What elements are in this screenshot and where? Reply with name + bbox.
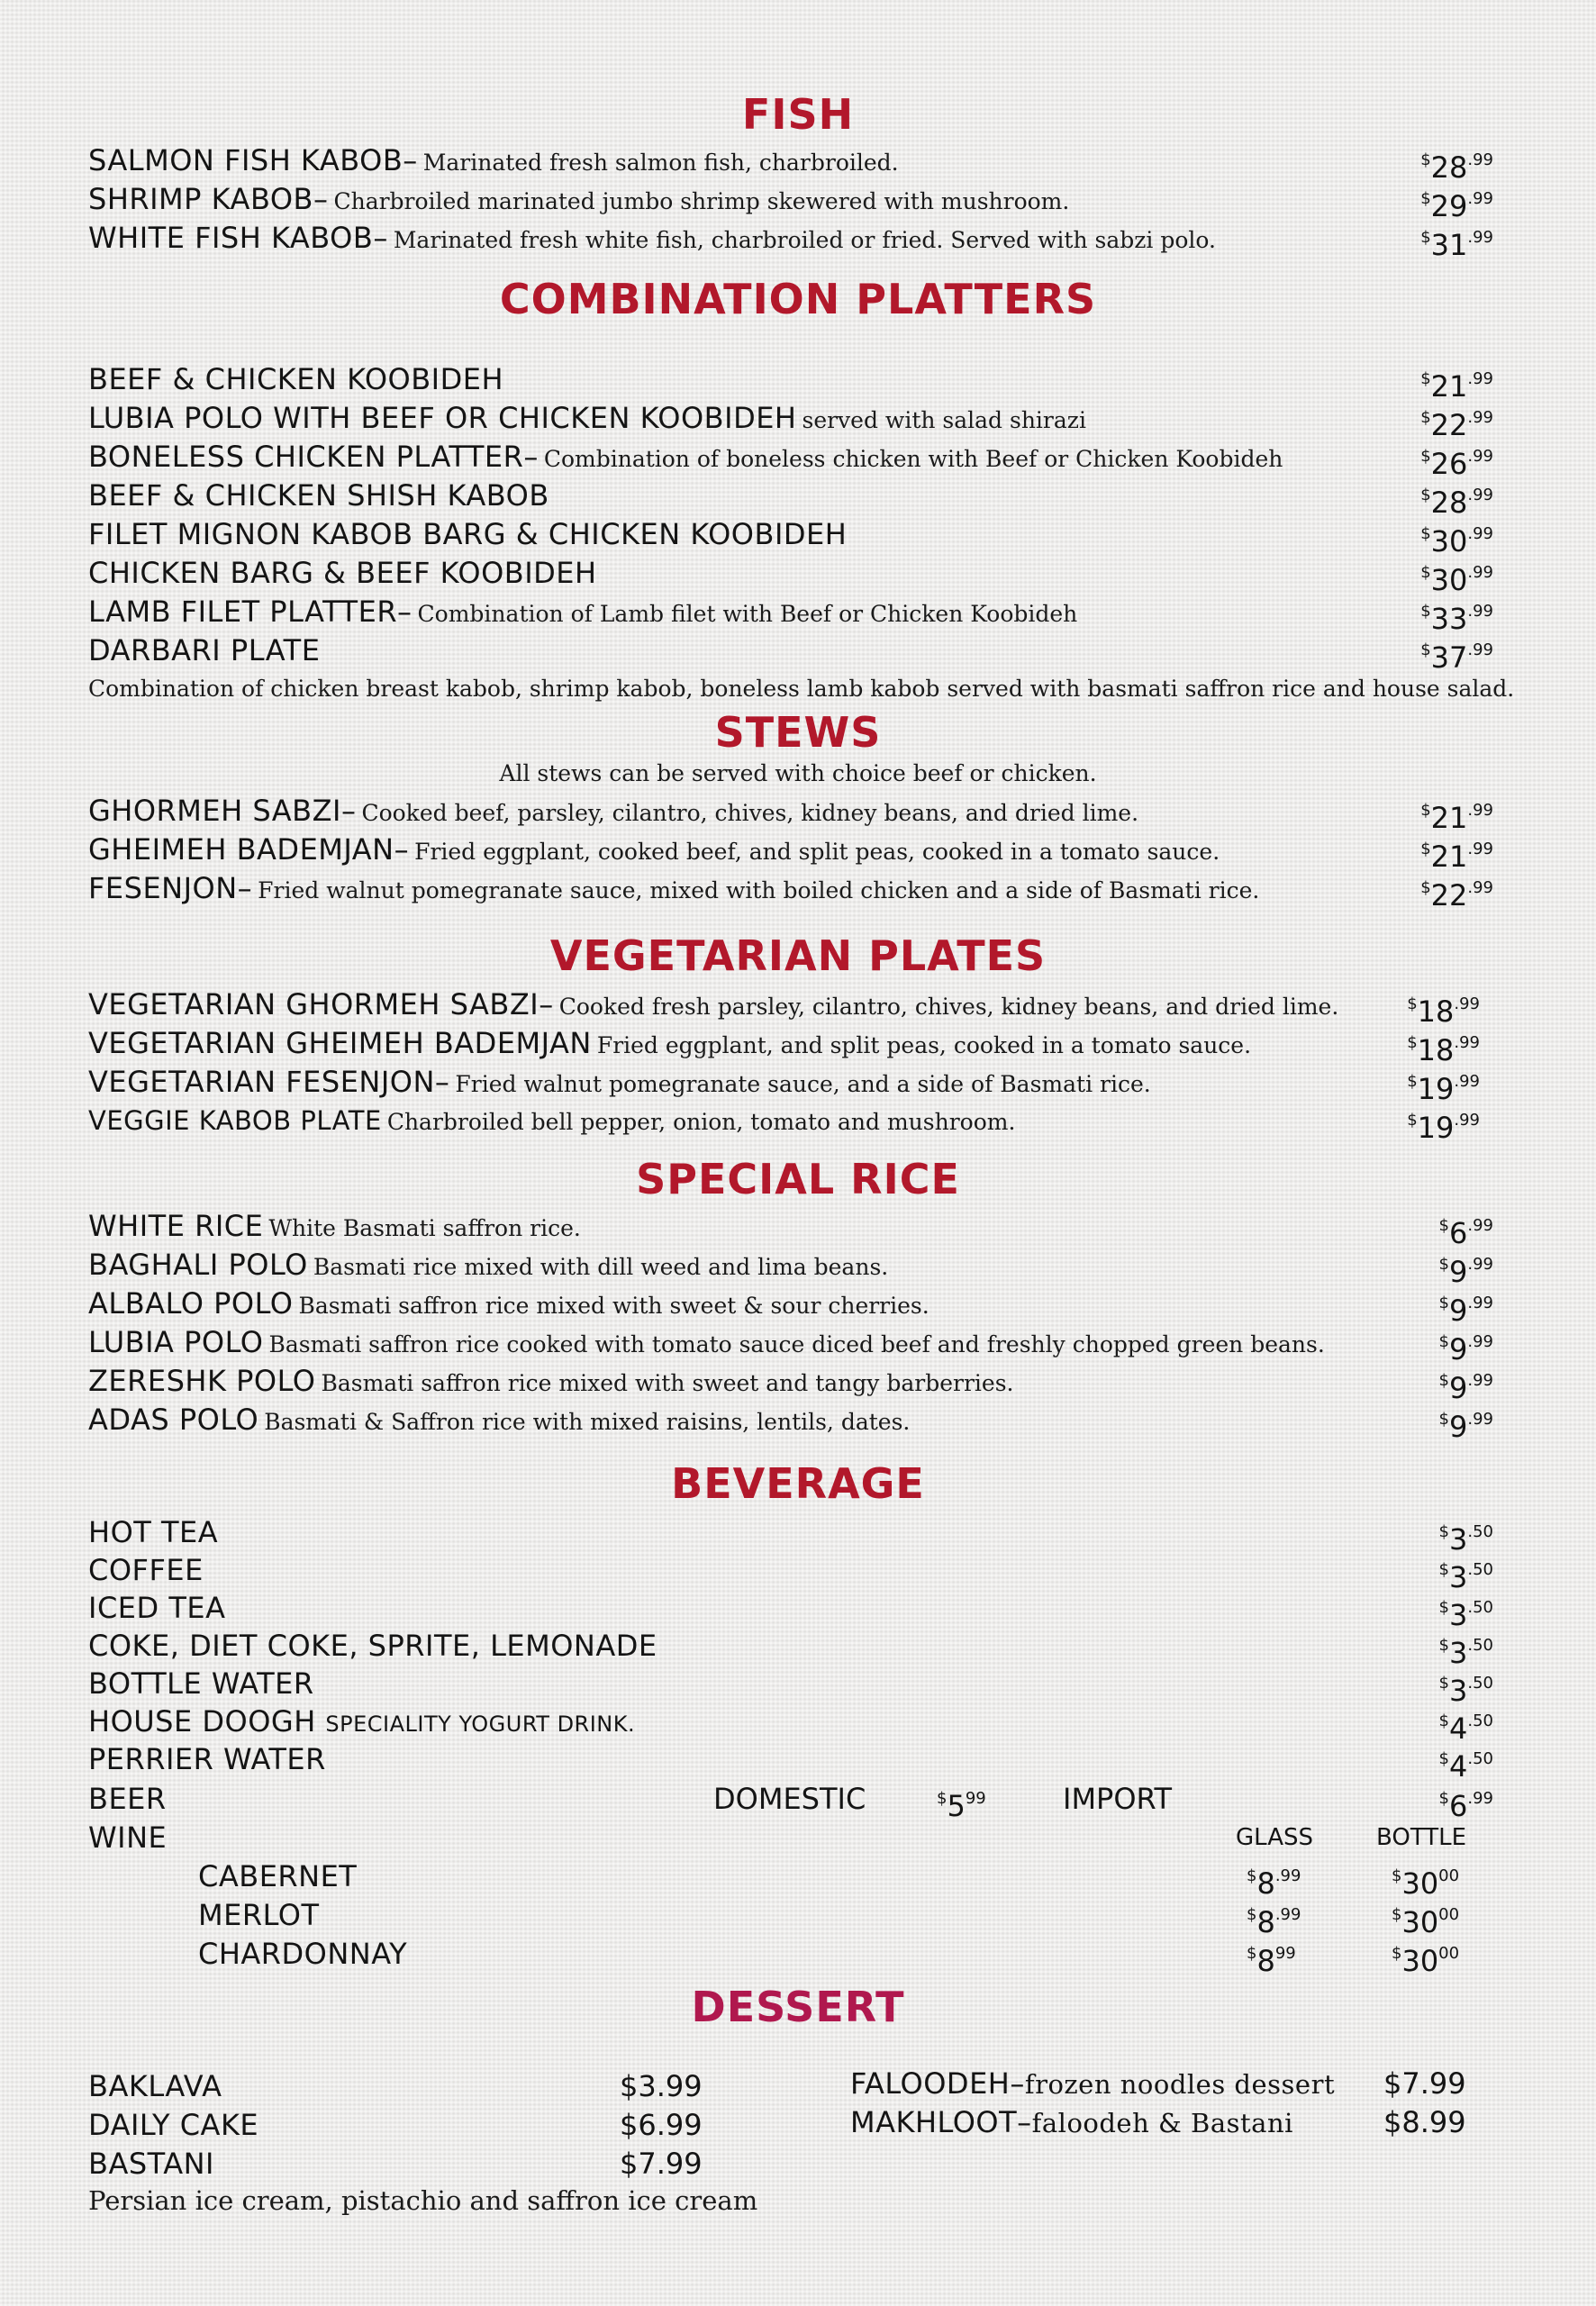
item-name: HOUSE DOOGH xyxy=(88,1704,316,1739)
menu-item xyxy=(88,1247,1493,1289)
item-price: $^{\$}28^{.99}$ xyxy=(1420,486,1493,520)
menu-item xyxy=(88,1514,1493,1557)
item-description: Fried walnut pomegranate sauce, mixed with boiled chicken and a side of Basmati rice. xyxy=(258,877,1260,903)
wine-glass-header: GLASS xyxy=(1236,1824,1314,1851)
item-name: GHEIMEH BADEMJAN xyxy=(88,832,394,867)
item-price: $^{\$}37^{.99}$ xyxy=(1420,640,1493,675)
wine-item xyxy=(88,1897,1493,1939)
bastani-note: Persian ice cream, pistachio and saffron ice cream xyxy=(88,2185,758,2216)
section-title-combination-platters: COMBINATION PLATTERS xyxy=(499,275,1097,323)
item-description: Basmati saffron rice mixed with sweet & sour cherries. xyxy=(298,1293,929,1319)
item-subtitle: SPECIALITY YOGURT DRINK. xyxy=(325,1711,636,1737)
item-separator: – xyxy=(523,440,539,474)
dessert-item-price: $6.99 xyxy=(620,2108,703,2142)
item-separator: – xyxy=(397,595,413,629)
menu-item xyxy=(88,594,1493,636)
item-separator: – xyxy=(313,182,329,216)
menu-item xyxy=(88,1363,1493,1405)
menu-item xyxy=(88,516,1493,558)
beer-domestic-price: $^{\$}5^{99}$ xyxy=(937,1789,986,1823)
item-price: $^{\$}9^{.99}$ xyxy=(1438,1332,1493,1366)
item-price: $^{\$}29^{.99}$ xyxy=(1420,189,1493,223)
item-name: COFFEE xyxy=(88,1553,204,1587)
menu-item xyxy=(88,181,1493,223)
item-name: BEEF & CHICKEN SHISH KABOB xyxy=(88,478,549,513)
wine-bottle-price: $^{\$}30^{00}$ xyxy=(1392,1905,1460,1939)
item-name: BEER xyxy=(88,1782,167,1816)
item-name: ZERESHK POLO xyxy=(88,1364,316,1398)
item-price: $^{\$}3^{.50}$ xyxy=(1438,1636,1493,1670)
dessert-item-description: faloodeh & Bastani xyxy=(1031,2108,1293,2138)
item-description: Cooked beef, parsley, cilantro, chives, kidney beans, and dried lime. xyxy=(361,800,1139,826)
item-price: $^{\$}33^{.99}$ xyxy=(1420,602,1493,636)
item-name: SHRIMP KABOB xyxy=(88,182,313,216)
item-description: Fried walnut pomegranate sauce, and a side of Basmati rice. xyxy=(455,1071,1151,1097)
item-price: $^{\$}22^{.99}$ xyxy=(1420,408,1493,442)
item-name: BEEF & CHICKEN KOOBIDEH xyxy=(88,362,504,396)
item-price: $^{\$}4^{.50}$ xyxy=(1438,1749,1493,1784)
item-separator: – xyxy=(373,221,388,255)
item-price: $^{\$}21^{.99}$ xyxy=(1420,801,1493,835)
item-price: $^{\$}31^{.99}$ xyxy=(1420,228,1493,262)
item-name: GHORMEH SABZI xyxy=(88,794,341,828)
dessert-item-price: $3.99 xyxy=(620,2069,703,2103)
item-name: BAGHALI POLO xyxy=(88,1248,308,1282)
item-separator: – xyxy=(394,832,410,867)
item-description: Marinated fresh salmon fish, charbroiled. xyxy=(422,150,899,176)
item-name: CABERNET xyxy=(198,1859,358,1893)
item-description: Marinated fresh white fish, charbroiled or fried. Served with sabzi polo. xyxy=(393,227,1216,253)
menu-item xyxy=(88,142,1493,185)
item-separator: – xyxy=(539,987,554,1021)
section-title-special-rice: SPECIAL RICE xyxy=(636,1155,960,1203)
item-name: CHICKEN BARG & BEEF KOOBIDEH xyxy=(88,556,597,590)
menu-item xyxy=(88,1103,1493,1145)
dessert-item-name: MAKHLOOT xyxy=(850,2105,1018,2139)
item-name: MERLOT xyxy=(198,1898,320,1932)
item-separator: – xyxy=(340,794,357,828)
item-name: LAMB FILET PLATTER xyxy=(88,595,398,629)
dessert-item xyxy=(850,2104,1293,2141)
wine-glass-price: $^{\$}8^{.99}$ xyxy=(1247,1866,1301,1901)
item-separator: – xyxy=(434,1065,450,1099)
section-title-fish: FISH xyxy=(741,90,855,139)
menu-item xyxy=(88,986,1493,1029)
menu-item xyxy=(88,632,1493,675)
item-name: VEGETARIAN GHEIMEH BADEMJAN xyxy=(88,1026,592,1060)
beer-import-price: $^{\$}6^{.99}$ xyxy=(1438,1789,1493,1823)
wine-item xyxy=(88,1858,1493,1901)
menu-item xyxy=(88,831,1493,874)
menu-item xyxy=(88,1741,1493,1784)
menu-item xyxy=(88,793,1493,835)
wine-glass-price: $^{\$}8^{99}$ xyxy=(1247,1944,1296,1978)
wine-bottle-header: BOTTLE xyxy=(1376,1824,1467,1851)
menu-item xyxy=(88,1064,1493,1106)
stews-note: All stews can be served with choice beef or chicken. xyxy=(499,760,1097,786)
item-description: Charbroiled marinated jumbo shrimp skewered with mushroom. xyxy=(333,188,1070,214)
dessert-item-description: frozen noodles dessert xyxy=(1024,2069,1336,2100)
item-description: Combination of boneless chicken with Beef or Chicken Koobideh xyxy=(543,446,1283,472)
menu-item xyxy=(88,1552,1493,1594)
item-name: BONELESS CHICKEN PLATTER xyxy=(88,440,524,474)
dessert-item-name: FALOODEH xyxy=(850,2066,1011,2101)
menu-item xyxy=(88,1703,1493,1746)
item-separator: – xyxy=(1017,2105,1032,2139)
item-description: Combination of Lamb filet with Beef or Chicken Koobideh xyxy=(417,601,1078,627)
item-description: Charbroiled bell pepper, onion, tomato and mushroom. xyxy=(386,1109,1016,1135)
item-price: $^{\$}4^{.50}$ xyxy=(1438,1711,1493,1746)
item-name: ADAS POLO xyxy=(88,1403,259,1437)
item-name: WHITE FISH KABOB xyxy=(88,221,374,255)
item-name: FILET MIGNON KABOB BARG & CHICKEN KOOBIDEH xyxy=(88,517,848,551)
item-name: FESENJON xyxy=(88,871,238,905)
section-title-dessert: DESSERT xyxy=(691,1983,905,2031)
menu-item xyxy=(88,1208,1493,1250)
wine-bottle-price: $^{\$}30^{00}$ xyxy=(1392,1866,1460,1901)
item-name: HOT TEA xyxy=(88,1515,219,1549)
menu-item xyxy=(88,220,1493,262)
item-description: Basmati saffron rice mixed with sweet and tangy barberries. xyxy=(321,1370,1014,1396)
item-price: $^{\$}9^{.99}$ xyxy=(1438,1294,1493,1328)
dessert-item-name: BAKLAVA xyxy=(88,2069,222,2103)
menu-item xyxy=(88,361,1493,404)
item-name: ALBALO POLO xyxy=(88,1286,294,1321)
combo-note: Combination of chicken breast kabob, shrimp kabob, boneless lamb kabob served with basmati saffron rice and house salad. xyxy=(88,676,1515,702)
item-price: $^{\$}26^{.99}$ xyxy=(1420,447,1493,481)
item-price: $^{\$}18^{.99}$ xyxy=(1407,994,1480,1029)
dessert-item-price: $7.99 xyxy=(620,2147,703,2181)
menu-item xyxy=(88,555,1493,597)
dessert-item xyxy=(850,2065,1335,2102)
dessert-item-price: $7.99 xyxy=(1383,2066,1466,2101)
item-name: WINE xyxy=(88,1820,168,1855)
item-price: $^{\$}30^{.99}$ xyxy=(1420,563,1493,597)
item-name: CHARDONNAY xyxy=(198,1937,408,1971)
beer-domestic-label: DOMESTIC xyxy=(713,1782,866,1816)
item-name: WHITE RICE xyxy=(88,1209,264,1243)
item-separator: – xyxy=(237,871,253,905)
menu-item xyxy=(88,400,1493,442)
dessert-item-name: DAILY CAKE xyxy=(88,2108,259,2142)
section-title-vegetarian-plates: VEGETARIAN PLATES xyxy=(549,931,1047,980)
item-name: ICED TEA xyxy=(88,1591,226,1625)
item-name: SALMON FISH KABOB xyxy=(88,143,404,177)
item-price: $^{\$}30^{.99}$ xyxy=(1420,524,1493,558)
menu-item xyxy=(88,1402,1493,1444)
item-description: Basmati saffron rice cooked with tomato sauce diced beef and freshly chopped green beans. xyxy=(268,1331,1325,1357)
item-name: LUBIA POLO WITH BEEF OR CHICKEN KOOBIDEH xyxy=(88,401,797,435)
item-price: $^{\$}28^{.99}$ xyxy=(1420,150,1493,185)
item-name: LUBIA POLO xyxy=(88,1325,264,1359)
item-price: $^{\$}3^{.50}$ xyxy=(1438,1598,1493,1632)
menu-item xyxy=(88,1666,1493,1708)
item-price: $^{\$}9^{.99}$ xyxy=(1438,1255,1493,1289)
item-name: COKE, DIET COKE, SPRITE, LEMONADE xyxy=(88,1629,657,1663)
item-description: Fried eggplant, cooked beef, and split peas, cooked in a tomato sauce. xyxy=(414,839,1220,865)
item-name: VEGGIE KABOB PLATE xyxy=(88,1105,382,1136)
section-title-beverage: BEVERAGE xyxy=(671,1459,925,1508)
item-price: $^{\$}18^{.99}$ xyxy=(1407,1033,1480,1067)
item-price: $^{\$}22^{.99}$ xyxy=(1420,878,1493,912)
item-price: $^{\$}6^{.99}$ xyxy=(1438,1216,1493,1250)
menu-item xyxy=(88,439,1493,481)
menu-item xyxy=(88,477,1493,520)
wine-bottle-price: $^{\$}30^{00}$ xyxy=(1392,1944,1460,1978)
item-name: VEGETARIAN GHORMEH SABZI xyxy=(88,987,540,1021)
item-description: Cooked fresh parsley, cilantro, chives, kidney beans, and dried lime. xyxy=(558,994,1339,1020)
item-separator: – xyxy=(403,143,418,177)
wine-item xyxy=(88,1936,1493,1978)
dessert-item-name: BASTANI xyxy=(88,2147,214,2181)
item-description: Fried eggplant, and split peas, cooked in a tomato sauce. xyxy=(596,1032,1252,1058)
menu-item xyxy=(88,1285,1493,1328)
item-price: $^{\$}19^{.99}$ xyxy=(1407,1111,1480,1145)
item-price: $^{\$}21^{.99}$ xyxy=(1420,369,1493,404)
item-description: Basmati & Saffron rice with mixed raisins, lentils, dates. xyxy=(264,1409,911,1435)
beer-import-label: IMPORT xyxy=(1063,1782,1172,1816)
item-description: White Basmati saffron rice. xyxy=(268,1215,581,1241)
wine-glass-price: $^{\$}8^{.99}$ xyxy=(1247,1905,1301,1939)
item-separator: – xyxy=(1010,2066,1025,2101)
wine-header-row xyxy=(88,1820,1493,1856)
menu-item xyxy=(88,1025,1493,1067)
item-description: served with salad shirazi xyxy=(802,407,1086,433)
menu-item xyxy=(88,1628,1493,1670)
item-description: Basmati rice mixed with dill weed and lima beans. xyxy=(313,1254,889,1280)
item-name: PERRIER WATER xyxy=(88,1742,326,1776)
item-price: $^{\$}3^{.50}$ xyxy=(1438,1560,1493,1594)
item-price: $^{\$}3^{.50}$ xyxy=(1438,1674,1493,1708)
beer-row xyxy=(88,1781,1493,1823)
item-price: $^{\$}9^{.99}$ xyxy=(1438,1410,1493,1444)
item-name: DARBARI PLATE xyxy=(88,633,321,667)
menu-item xyxy=(88,1324,1493,1366)
item-price: $^{\$}21^{.99}$ xyxy=(1420,840,1493,874)
menu-item xyxy=(88,870,1493,912)
item-price: $^{\$}19^{.99}$ xyxy=(1407,1072,1480,1106)
menu-item xyxy=(88,1590,1493,1632)
section-title-stews: STEWS xyxy=(714,708,882,757)
item-price: $^{\$}9^{.99}$ xyxy=(1438,1371,1493,1405)
item-name: BOTTLE WATER xyxy=(88,1666,314,1701)
item-name: VEGETARIAN FESENJON xyxy=(88,1065,435,1099)
item-price: $^{\$}3^{.50}$ xyxy=(1438,1522,1493,1557)
dessert-item-price: $8.99 xyxy=(1383,2105,1466,2139)
